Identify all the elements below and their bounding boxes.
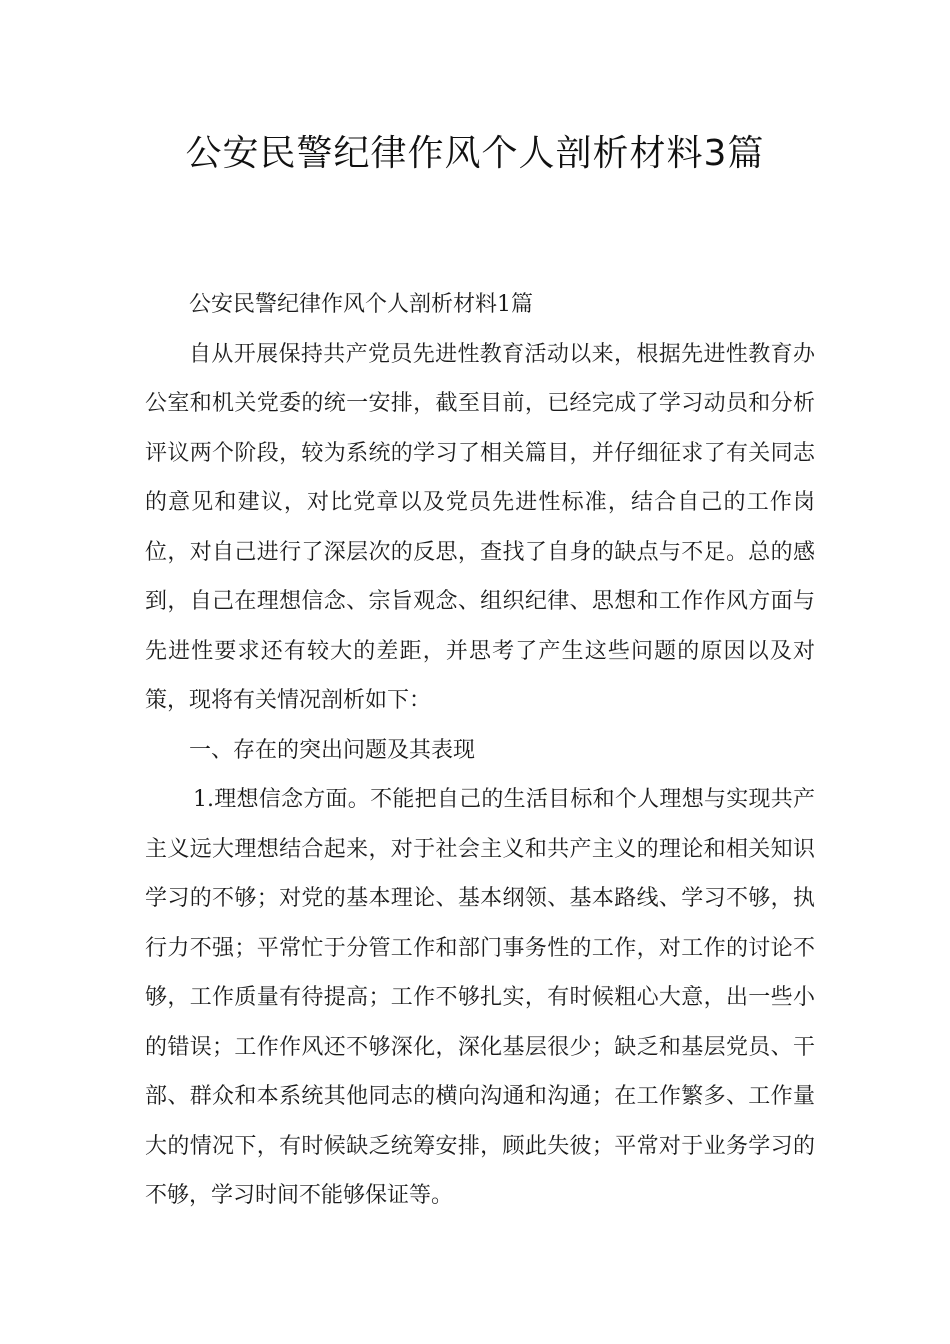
intro-paragraph: 自从开展保持共产党员先进性教育活动以来，根据先进性教育办公室和机关党委的统一安排，截至目前，已经完成了学习动员和分析评议两个阶段，较为系统的学习了相关篇目，并仔细征求了有关同志的意见和建议，对比党章以及党员先进性标准，结合自己的工作岗位，对自己进行了深层次的反思，查找了自身的缺点与不足。总的感到，自己在理想信念、宗旨观念、组织纪律、思想和工作作风方面与先进性要求还有较大的差距，并思考了产生这些问题的原因以及对策，现将有关情况剖析如下： [145,341,815,713]
document-title: 公安民警纪律作风个人剖析材料3篇 [185,133,765,174]
section-heading-problems: 一、存在的突出问题及其表现 [189,737,476,763]
document-body [145,280,815,1221]
section-heading-article-1: 公安民警纪律作风个人剖析材料1篇 [189,292,533,317]
point-1-paragraph: 1.理想信念方面。不能把自己的生活目标和个人理想与实现共产主义远大理想结合起来，对于社会主义和共产主义的理论和相关知识学习的不够；对党的基本理论、基本纲领、基本路线、学习不够，执行力不强；平常忙于分管工作和部门事务性的工作，对工作的讨论不够，工作质量有待提高；工作不够扎实，有时候粗心大意，出一些小的错误；工作作风还不够深化，深化基层很少；缺乏和基层党员、干部、群众和本系统其他同志的横向沟通和沟通；在工作繁多、工作量大的情况下，有时候缺乏统筹安排，顾此失彼；平常对于业务学习的不够，学习时间不能够保证等。 [145,787,815,1208]
